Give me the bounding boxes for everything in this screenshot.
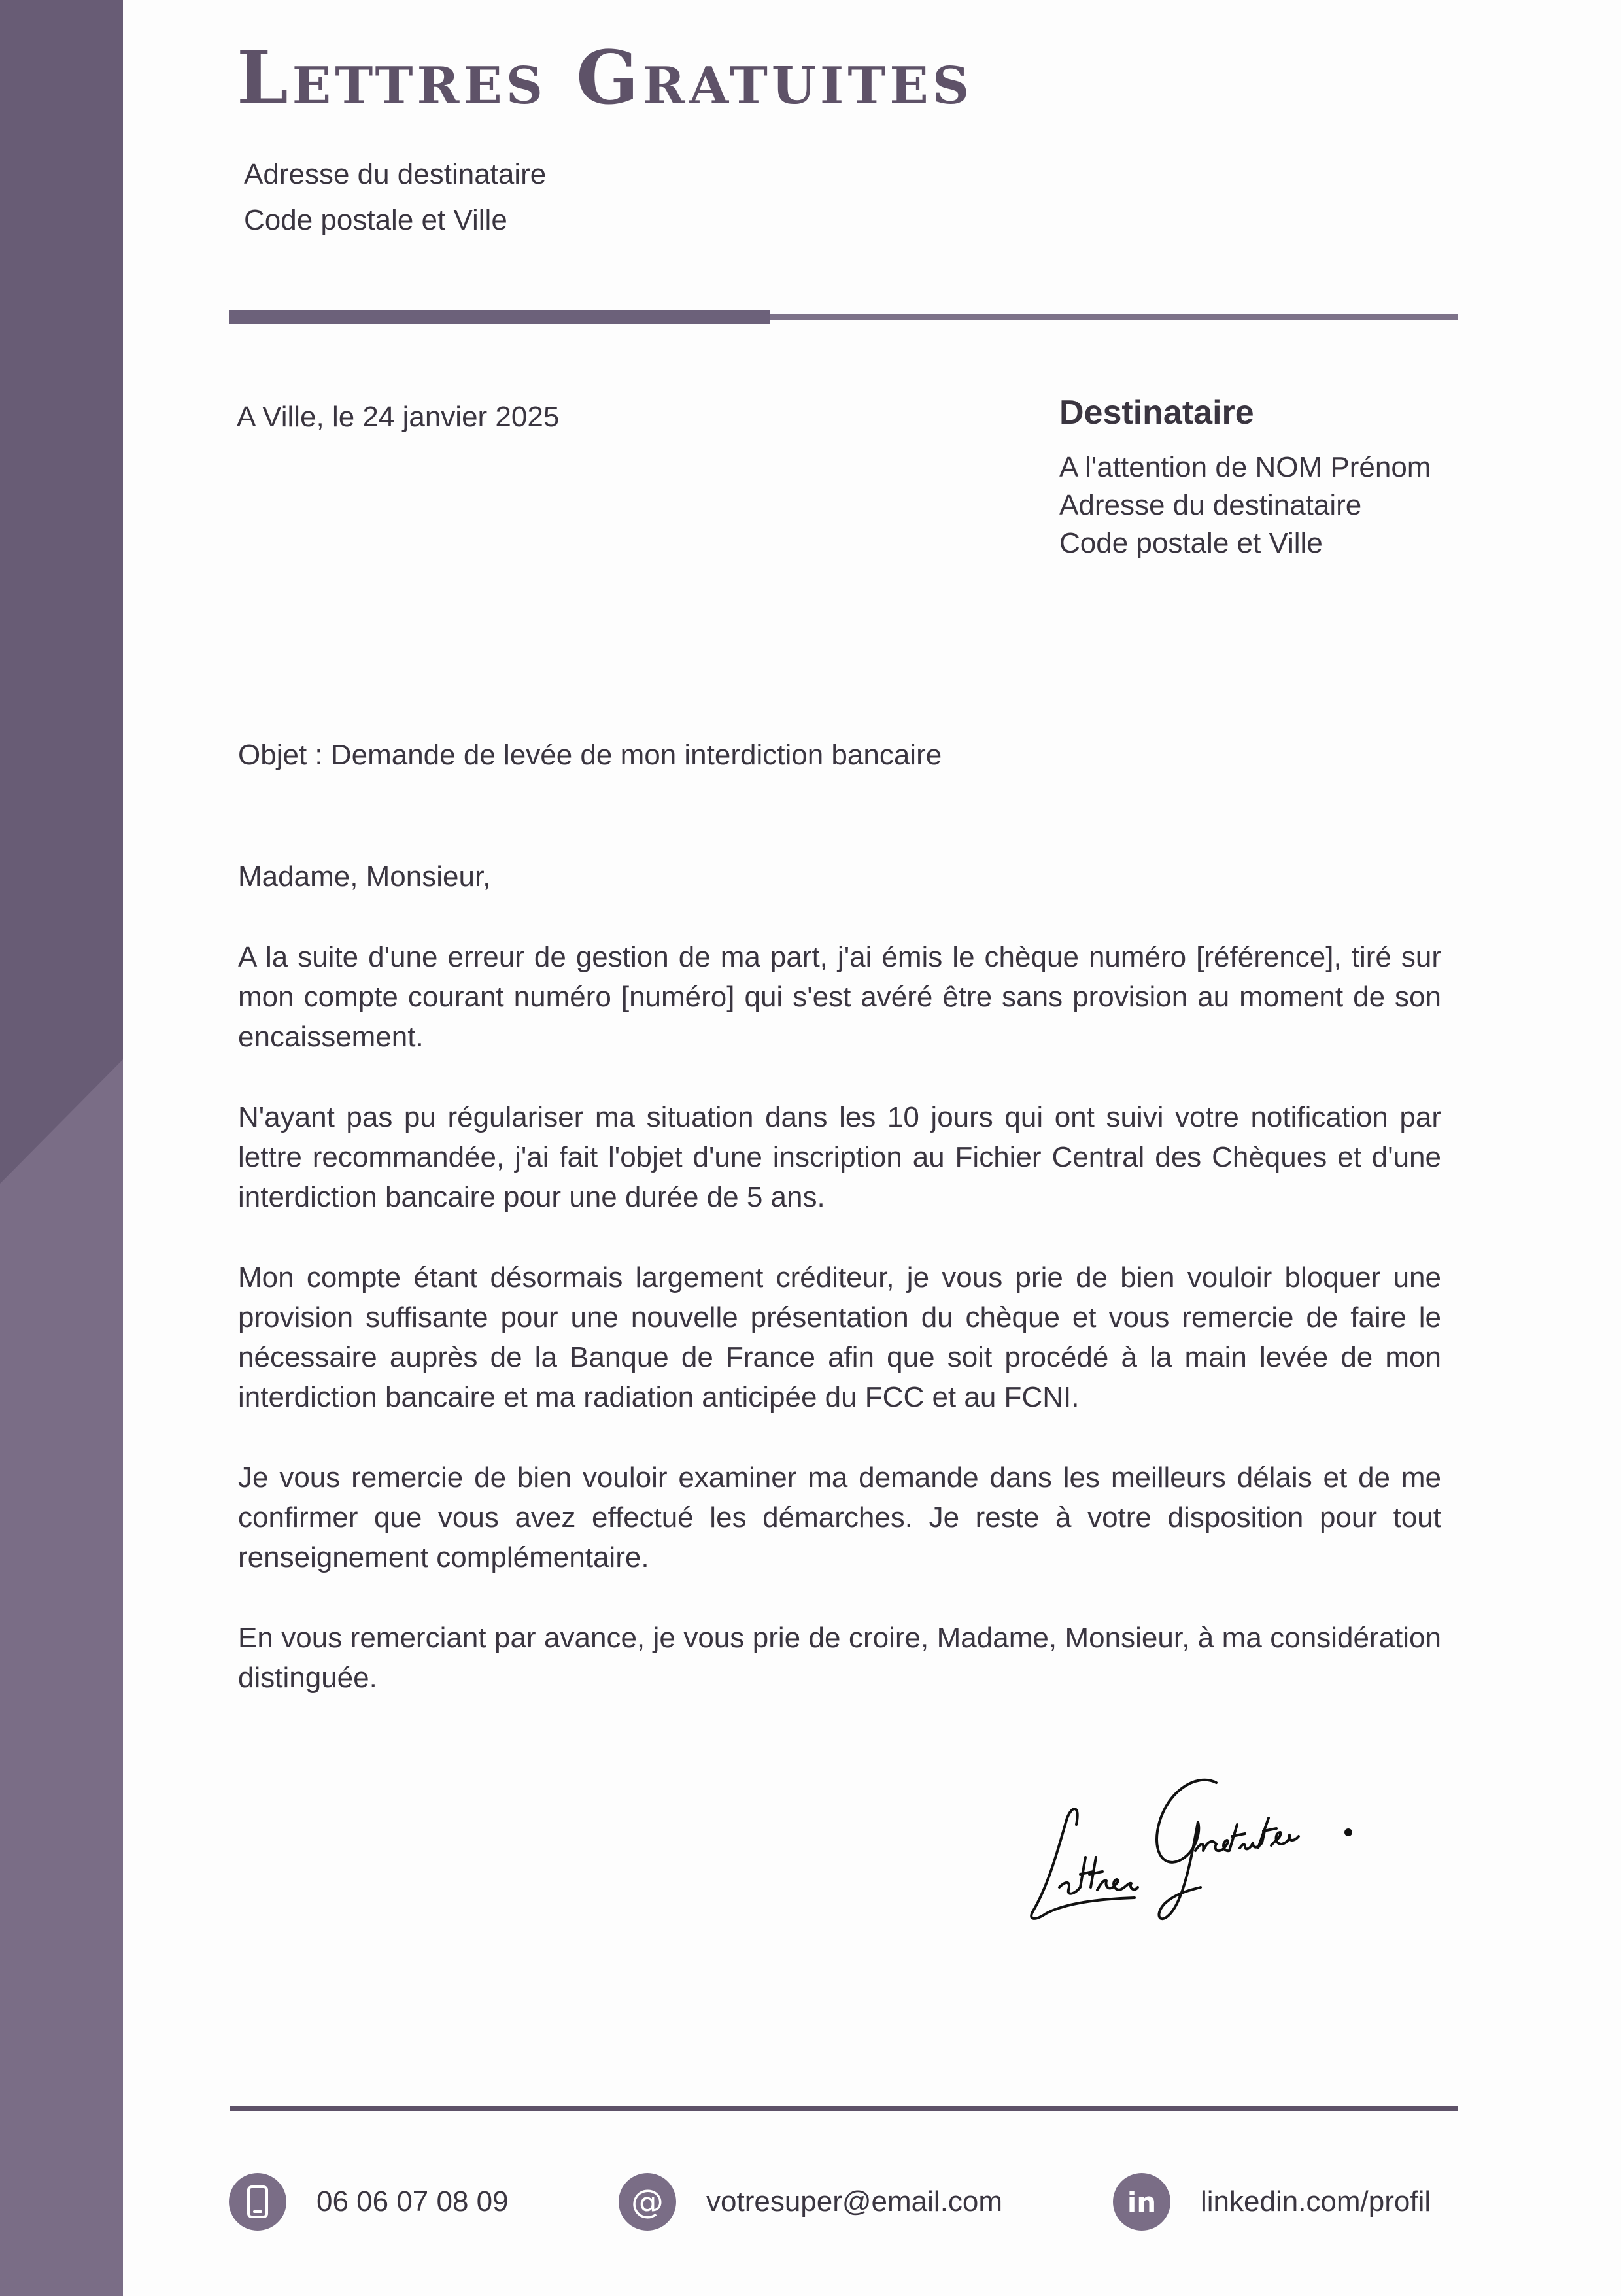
phone-icon [229,2173,286,2231]
sender-address-line: Adresse du destinataire [244,158,547,190]
letter-brand-title: Lettres Gratuites [237,35,974,121]
letter-date: A Ville, le 24 janvier 2025 [237,401,560,433]
recipient-address-line: Adresse du destinataire [1059,489,1362,521]
body-paragraph: Je vous remercie de bien vouloir examiner ma demande dans les meilleurs délais et de me confirmer que vous avez effectué les démarches. Je reste à votre disposition pour tout renseignement complémentaire. [238,1462,1441,1573]
contact-linkedin-text: linkedin.com/profil [1201,2185,1431,2218]
sidebar-shapes [0,0,123,2296]
recipient-block [1059,390,1431,562]
at-sign-icon: @ [619,2173,676,2231]
body-paragraph: N'ayant pas pu régulariser ma situation dans les 10 jours qui ont suivi votre notification par lettre recommandée, j'ai fait l'objet d'une inscription au Fichier Central des Chèques et d'une interdiction bancaire pour une durée de 5 ans. [238,1101,1441,1213]
linkedin-icon: in [1113,2173,1170,2231]
letter-subject: Objet : Demande de levée de mon interdiction bancaire [238,739,942,771]
header-divider-thin [770,314,1458,320]
body-paragraph: En vous remerciant par avance, je vous prie de croire, Madame, Monsieur, à ma considération distinguée. [238,1622,1441,1694]
sidebar-dark-band [0,0,123,1184]
salutation: Madame, Monsieur, [238,861,491,893]
sender-address-block [244,152,546,243]
handwritten-signature [1020,1759,1399,1929]
contact-email [619,2173,1002,2231]
recipient-city-line: Code postale et Ville [1059,527,1323,559]
letter-body [238,857,1441,1738]
body-paragraph: A la suite d'une erreur de gestion de ma part, j'ai émis le chèque numéro [référence], tiré sur mon compte courant numéro [numéro] qui s'est avéré être sans provision au moment de son encaissement. [238,941,1441,1053]
recipient-attention-line: A l'attention de NOM Prénom [1059,451,1431,483]
body-paragraph: Mon compte étant désormais largement créditeur, je vous prie de bien vouloir bloquer une provision suffisante pour une nouvelle présentation du chèque et vous remercie de faire le nécessaire auprès de la Banque de France afin que soit procédé à la main levée de mon interdiction bancaire et ma radiation anticipée du FCC et au FCNI. [238,1261,1441,1413]
signature-drawing [1020,1759,1399,1929]
sender-city-line: Code postale et Ville [244,204,507,236]
recipient-heading: Destinataire [1059,394,1254,432]
contact-phone [229,2173,509,2231]
phone-glyph [247,2185,269,2218]
contact-linkedin [1113,2173,1431,2231]
footer-divider [230,2106,1458,2111]
contact-email-text: votresuper@email.com [706,2185,1003,2218]
decorative-sidebar [0,0,123,2296]
contact-phone-text: 06 06 07 08 09 [316,2185,509,2218]
header-divider-thick [229,310,770,324]
